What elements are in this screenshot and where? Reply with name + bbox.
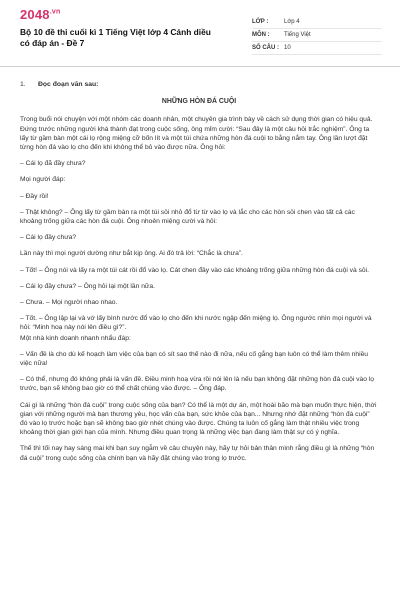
exam-meta-table bbox=[252, 16, 382, 55]
question-heading bbox=[20, 80, 378, 89]
paragraph: – Đầy rồi! bbox=[20, 192, 49, 200]
meta-key: LỚP : bbox=[252, 19, 269, 25]
meta-key: SỐ CÂU : bbox=[252, 45, 279, 51]
paragraph: – Cái lọ đầy chưa? bbox=[20, 234, 77, 242]
paragraph: – Tốt! – Ông nói và lấy ra một túi cát rồi đổ vào lọ. Cát chen đầy vào các khoảng trống giữa những hòn đá cuội và sỏi. bbox=[20, 266, 369, 274]
story-title: NHỮNG HÒN ĐÁ CUỘI bbox=[161, 98, 237, 106]
paragraph: – Có thể, nhưng đó không phải là vấn đề. Điều minh hoạ vừa rồi nói lên là nếu bạn không đặt những hòn đá cuội vào lọ trước, bạn sẽ không bao giờ có thể chất chúng vào được. – Ông đáp. bbox=[20, 376, 374, 393]
paragraph: Trong buổi nói chuyện với một nhóm các doanh nhân, một chuyên gia trình bày về cách sử dụng thời gian có hiệu quả. Đứng trước những người khá thành đạt trong cuộc sống, ông mỉm cười: “Sau đây là một câu hỏi trắc nghiệm”. Ông ta lấy từ gầm bàn một cái lọ rộng miệng cỡ bốn lít và một túi chứa những hòn đá cuội to bằng nắm tay. Ông lần lượt đặt từng hòn đá vào lọ cho đến khi không thể bỏ vào được nữa. Ông hỏi: bbox=[20, 116, 373, 152]
paragraph: – Tốt. – Ông lập lại và vớ lấy bình nước đổ vào lọ cho đến khi nước ngập đến miệng lọ. Ông ngước nhìn mọi người và hỏi: “Minh hoạ này nói lên điều gì?”. bbox=[20, 315, 372, 332]
paragraph: Mọi người đáp: bbox=[20, 176, 66, 184]
paragraph: Một nhà kinh doanh nhanh nhẩu đáp: bbox=[20, 334, 131, 342]
site-logo[interactable]: $2048^{.vn}$ bbox=[20, 7, 61, 22]
meta-value: 10 bbox=[284, 45, 291, 51]
paragraph: – Cái lọ đầy chưa? – Ông hỏi lại một lần nữa. bbox=[20, 282, 155, 290]
meta-row-question-count bbox=[252, 42, 382, 55]
paragraph: – Vấn đề là cho dù kế hoạch làm việc của bạn có sít sao thế nào đi nữa, nếu cố gắng bạn luôn có thể làm thêm nhiều việc nữa! bbox=[20, 350, 369, 368]
question-number: 1. bbox=[20, 81, 26, 88]
paragraph: Lần này thì mọi người dường như bắt kịp ông. Ai đó trả lời: “Chắc là chưa”. bbox=[20, 250, 243, 258]
question-instruction: Đọc đoạn văn sau: bbox=[38, 81, 99, 88]
paragraph: – Thật không? – Ông lấy từ gầm bàn ra một túi sỏi nhỏ đổ từ từ vào lọ và lắc cho các hòn sỏi chen vào tất cả các khoảng trống giữa các hòn đá cuội. Ông nhoẻn miệng cười và hỏi: bbox=[20, 208, 355, 226]
header-divider bbox=[0, 66, 400, 67]
meta-row-subject bbox=[252, 29, 382, 42]
meta-value: Tiếng Việt bbox=[284, 32, 311, 38]
meta-row-grade bbox=[252, 16, 382, 29]
exam-title: Bộ 10 đề thi cuối kì 1 Tiếng Việt lớp 4 Cánh diều có đáp án - Đề 7 bbox=[20, 27, 211, 48]
meta-value: Lớp 4 bbox=[284, 19, 300, 25]
paragraph: – Cái lọ đã đầy chưa? bbox=[20, 160, 86, 168]
paragraph: – Chưa. – Mọi người nhao nhao. bbox=[20, 299, 118, 307]
question-body bbox=[20, 80, 378, 470]
paragraph: Thế thì tối nay hay sáng mai khi bạn suy ngẫm về câu chuyện này, hãy tự hỏi bản thân mình rằng điều gì là những “hòn đá cuội” trong cuộc sống của chính bạn và hãy đặt chúng vào trong lọ trước. bbox=[20, 445, 375, 462]
page-header bbox=[0, 0, 400, 64]
meta-key: MÔN : bbox=[252, 32, 270, 38]
paragraph: Cái gì là những “hòn đá cuội” trong cuộc sống của bạn? Có thể là một dự án, một hoài bão mà bạn muốn thực hiện, thời gian với những người mà bạn thương yêu, học vấn của bạn, sức khỏe của bạn... Nhưng nhớ đặt những “hòn đá cuội” đó vào lọ trước hoặc bạn sẽ không bao giờ nhét chúng vào được. Chúng ta luôn cố gắng làm thật nhiều việc trong khoảng thời gian giới hạn của mình. Nhưng điều quan trọng là những việc bạn đang làm thật sự có ý nghĩa. bbox=[20, 401, 377, 437]
